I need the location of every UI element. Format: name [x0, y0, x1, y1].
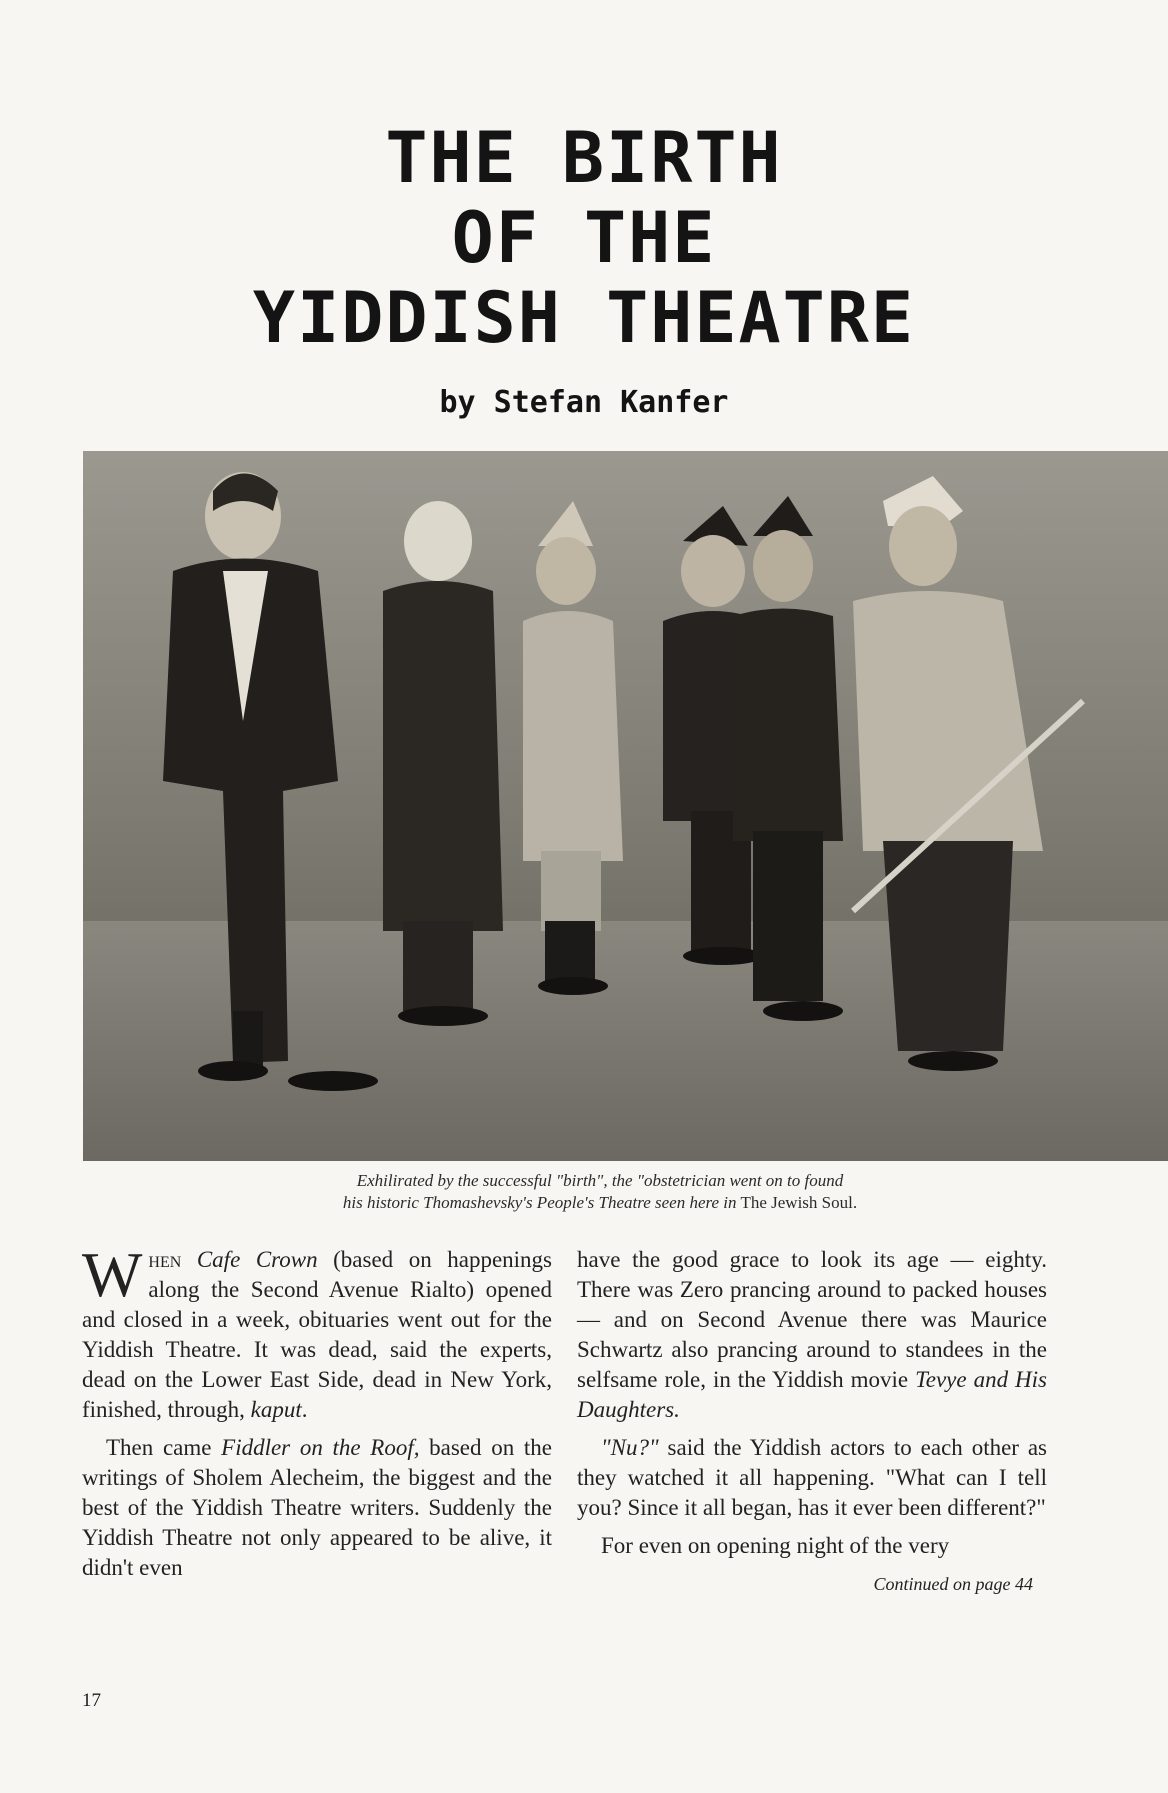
paragraph [577, 1433, 1047, 1523]
caption-line-2-italic: his historic Thomashevsky's People's Theatre seen here in [342, 1193, 737, 1212]
small-caps-lead: hen [148, 1247, 182, 1272]
paragraph [82, 1239, 553, 1425]
paragraph [577, 1245, 1047, 1425]
article-column-right [577, 1245, 1047, 1599]
work-title: Tevye and His Daughters. [577, 1367, 1048, 1422]
article-title [0, 118, 1168, 358]
article-column-left [82, 1239, 553, 1591]
photo-caption [100, 1170, 1100, 1214]
title-line-1: THE BIRTH [385, 117, 783, 199]
paragraph [577, 1531, 1047, 1561]
work-title: Fiddler on the Roof, [221, 1435, 420, 1460]
paragraph-text: based on the writings of Sholem Alecheim, the biggest and the best of the Yiddish Theatre writers. Suddenly the Yiddish Theatre not only appeared to be alive, it didn't even [82, 1435, 552, 1580]
emphasis: kaput [250, 1397, 302, 1422]
paragraph-text: For even on opening night of the very [601, 1533, 950, 1558]
paragraph-text: (based on happenings along the Second Avenue Rialto) opened and closed in a week, obituaries went out for the Yiddish Theatre. It was dead, said the experts, dead on the Lower East Side, dead in New York, finished, through, [82, 1247, 553, 1422]
page-number: 17 [82, 1690, 101, 1711]
caption-line-1: Exhilirated by the successful "birth", the "obstetrician went on to found [356, 1171, 844, 1190]
emphasis: "Nu?" [601, 1435, 659, 1460]
drop-cap: W [82, 1239, 143, 1310]
paragraph-end: . [301, 1397, 308, 1422]
paragraph-text: said the Yiddish actors to each other as they watched it all happening. "What can I tell you? Since it all began, has it ever been different?" [577, 1435, 1047, 1520]
group-portrait-photo [83, 451, 1168, 1161]
paragraph-text: Then came [106, 1435, 222, 1460]
paragraph [82, 1433, 552, 1583]
work-title: Cafe Crown [196, 1247, 318, 1272]
title-line-3: YIDDISH THEATRE [252, 277, 916, 359]
byline: by Stefan Kanfer [439, 385, 729, 420]
caption-line-2-roman: The Jewish Soul. [740, 1193, 858, 1212]
title-line-2: OF THE [451, 197, 717, 279]
continued-link[interactable]: Continued on page 44 [873, 1574, 1033, 1594]
paragraph-text: have the good grace to look its age — eighty. There was Zero prancing around to packed houses — and on Second Avenue there was Maurice Schwartz also prancing around to standees in the selfsame role, in the Yiddish movie [577, 1247, 1047, 1392]
